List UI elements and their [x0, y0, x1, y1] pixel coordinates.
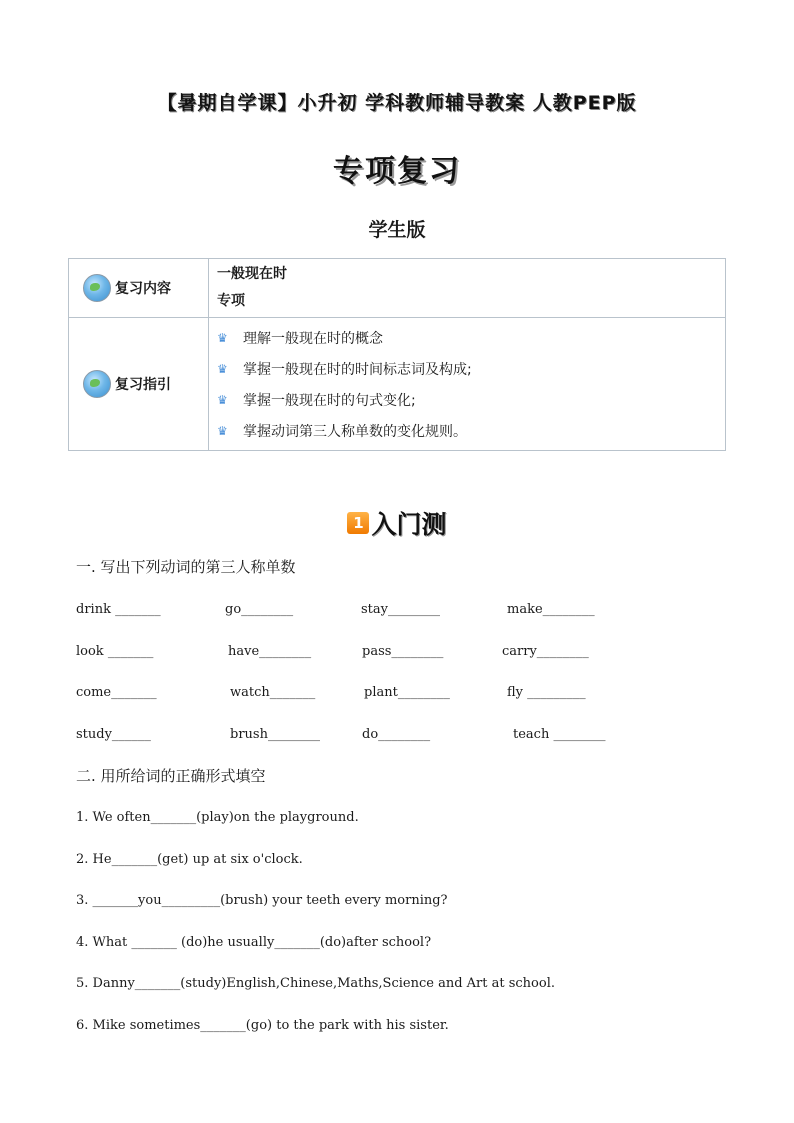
verb-item: brush________ — [230, 727, 320, 742]
verb-item: do________ — [362, 727, 431, 742]
fill-sentence: 4. What _______ (do)he usually_______(do)after school? — [76, 935, 432, 950]
edition-label: 学生版 — [368, 219, 426, 241]
review-guide-label-cell — [69, 318, 209, 451]
verb-item: have________ — [228, 644, 312, 659]
globe-book-icon — [83, 370, 111, 398]
guide-item — [217, 322, 717, 353]
review-content-row — [69, 259, 726, 318]
verb-item: go________ — [225, 602, 294, 617]
review-table — [68, 258, 726, 451]
verb-item: pass________ — [362, 644, 444, 659]
verb-item: teach ________ — [513, 727, 606, 742]
crown-bullet-icon: ♛ — [217, 423, 228, 438]
globe-book-icon — [83, 274, 111, 302]
fill-sentence: 5. Danny_______(study)English,Chinese,Maths,Science and Art at school. — [76, 976, 555, 991]
review-content-label: 复习内容 — [115, 281, 171, 297]
crown-bullet-icon: ♛ — [217, 361, 228, 376]
review-content-line: 专项 — [217, 293, 245, 309]
guide-item — [217, 384, 717, 415]
crown-bullet-icon: ♛ — [217, 330, 228, 345]
guide-item-text: 掌握一般现在时的句式变化; — [243, 392, 416, 409]
review-guide-cell — [209, 318, 726, 451]
verb-item: look _______ — [76, 644, 154, 659]
verb-item: fly _________ — [507, 685, 586, 700]
verb-item: study______ — [76, 727, 151, 742]
part1-heading: 一. 写出下列动词的第三人称单数 — [76, 558, 296, 576]
part2-heading: 二. 用所给词的正确形式填空 — [76, 767, 266, 785]
fill-sentence: 6. Mike sometimes_______(go) to the park with his sister. — [76, 1018, 449, 1033]
guide-item-text: 掌握动词第三人称单数的变化规则。 — [243, 423, 467, 440]
verb-item: carry________ — [502, 644, 589, 659]
section-number-badge: 1 — [347, 512, 369, 534]
section-title: 入门测 — [371, 510, 447, 539]
guide-item — [217, 415, 717, 446]
section-heading — [0, 505, 794, 541]
verb-item: drink _______ — [76, 602, 161, 617]
guide-item-text: 掌握一般现在时的时间标志词及构成; — [243, 361, 472, 378]
verb-item: stay________ — [361, 602, 440, 617]
main-title: 专项复习 — [333, 154, 461, 189]
header-title: 【暑期自学课】小升初 学科教师辅导教案 人教PEP版 — [157, 92, 637, 114]
verb-item: watch_______ — [230, 685, 316, 700]
fill-sentence: 2. He_______(get) up at six o'clock. — [76, 852, 303, 867]
review-content-label-cell — [69, 259, 209, 318]
crown-bullet-icon: ♛ — [217, 392, 228, 407]
verb-item: come_______ — [76, 685, 157, 700]
review-guide-row — [69, 318, 726, 451]
fill-sentence: 3. _______you_________(brush) your teeth every morning? — [76, 893, 448, 908]
verb-item: plant________ — [364, 685, 450, 700]
review-content-cell — [209, 259, 726, 318]
fill-sentence: 1. We often_______(play)on the playground. — [76, 810, 359, 825]
guide-item — [217, 353, 717, 384]
verb-item: make________ — [507, 602, 595, 617]
review-guide-label: 复习指引 — [115, 377, 171, 393]
review-content-line: 一般现在时 — [217, 266, 287, 282]
guide-item-text: 理解一般现在时的概念 — [243, 330, 383, 347]
